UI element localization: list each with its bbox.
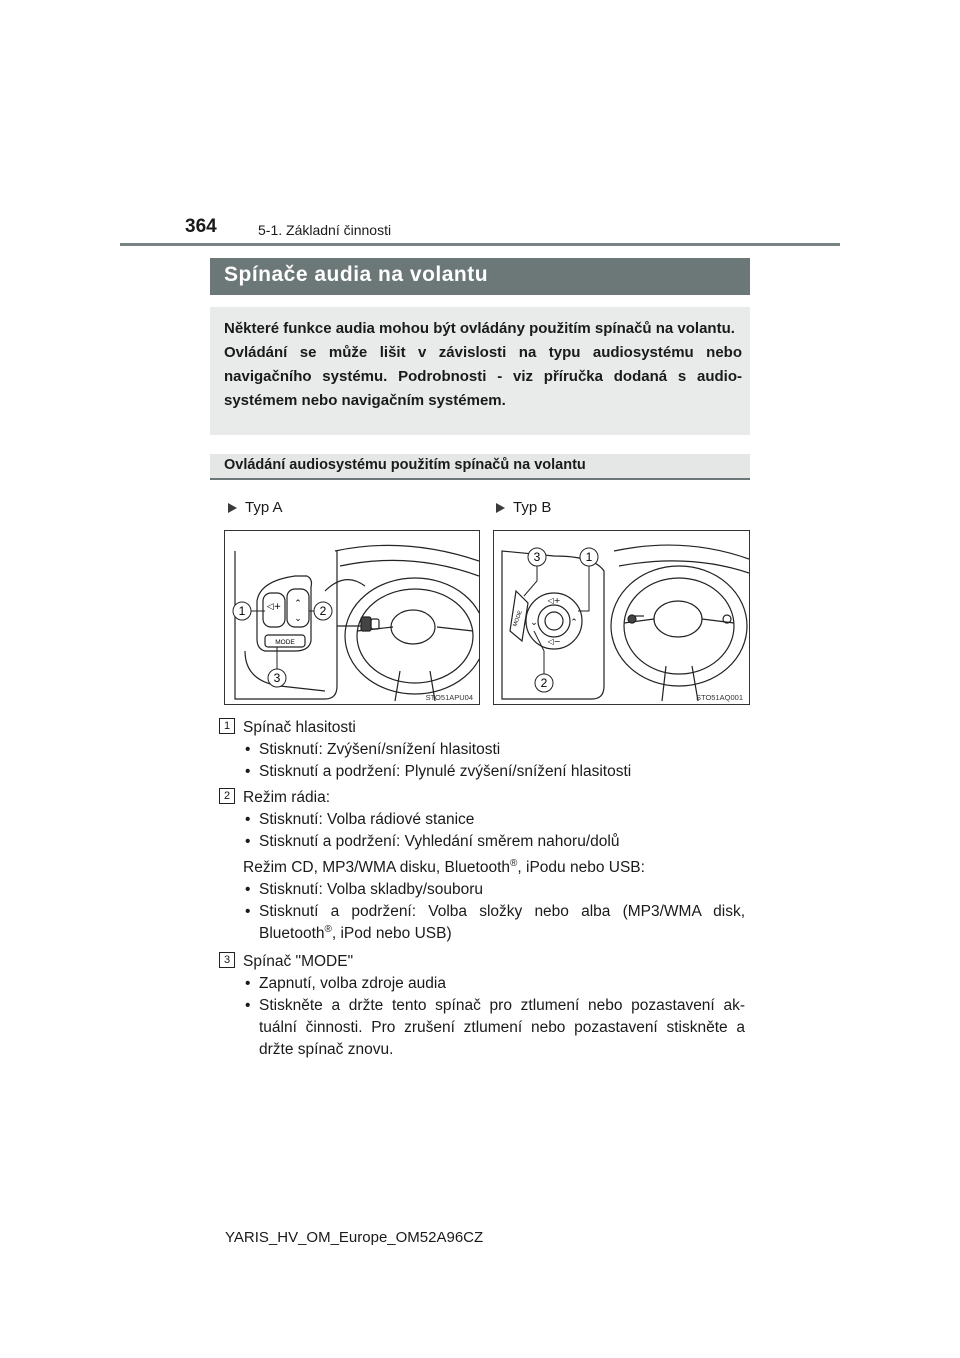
callout-2-a-text: 2 — [319, 604, 327, 618]
volume-up-icon: ◁+ — [266, 602, 282, 612]
figure-code-b: STO51AQ001 — [696, 693, 743, 702]
bullet-text: Stisknutí: Volba rádiové stanice — [259, 811, 475, 828]
triangle-marker-icon — [228, 503, 237, 513]
item-2-title: Režim rádia: — [243, 789, 330, 806]
bullet-text: Stisknutí a podržení: Plynulé zvýšení/snížení hlasitosti — [259, 763, 632, 780]
subheading: Ovládání audiosystému použitím spínačů na volantu — [210, 454, 750, 480]
subtitle-pre: Režim CD, MP3/WMA disku, Bluetooth — [243, 859, 511, 876]
bullet-text: Stisknutí a podržení: Vyhledání směrem nahoru/dolů — [259, 833, 620, 850]
item-2-bullet-4: • Stisknutí a podržení: Volba složky nebo alba (MP3/WMA disk, Bluetooth®, iPod nebo USB) — [245, 903, 745, 942]
item-3-bullet-2: • Stiskněte a držte tento spínač pro ztlumení nebo pozastavení ak- tuální činnosti. Pro zrušení ztlumení nebo pozastavení stiskněte a držte spínač znovu. — [245, 997, 745, 1058]
intro-box — [210, 307, 750, 435]
callout-3-b-text: 3 — [533, 550, 541, 564]
type-a-text: Typ A — [245, 499, 283, 516]
item-2-subtitle — [243, 857, 645, 879]
item-1-bullet-1: • Stisknutí: Zvýšení/snížení hlasitosti — [245, 741, 501, 758]
item-2-bullet-2: • Stisknutí a podržení: Vyhledání směrem nahoru/dolů — [245, 833, 620, 850]
intro-paragraph-1: Některé funkce audia mohou být ovládány použitím spínačů na volantu. — [224, 320, 735, 337]
callout-3-a-text: 3 — [273, 671, 281, 685]
item-3-bullet-1: • Zapnutí, volba zdroje audia — [245, 975, 446, 992]
callout-1-a-text: 1 — [238, 604, 246, 618]
volume-down-icon: ◁− — [547, 637, 561, 646]
seek-down-icon: ⌄ — [294, 614, 302, 624]
document-footer: YARIS_HV_OM_Europe_OM52A96CZ — [225, 1229, 484, 1246]
bullet-text-pre: Stisknutí a podržení: Volba složky nebo alba (MP3/WMA disk, Bluetooth — [259, 903, 745, 942]
bullet-text: Stiskněte a držte tento spínač pro ztlumení nebo pozastavení ak- tuální činnosti. Pro zrušení ztlumení nebo pozastavení stiskněte a držte spínač znovu. — [259, 997, 745, 1058]
registered-mark: ® — [510, 857, 518, 869]
bullet-text-post: , iPod nebo USB) — [331, 925, 452, 942]
item-2-bullet-1: • Stisknutí: Volba rádiové stanice — [245, 811, 475, 828]
seek-up-icon: ⌃ — [570, 618, 578, 628]
type-a-label — [228, 499, 283, 516]
figure-type-a — [224, 530, 480, 705]
bullet-text: Stisknutí: Volba skladby/souboru — [259, 881, 484, 898]
page-number: 364 — [185, 216, 217, 237]
subtitle-post: , iPodu nebo USB: — [517, 859, 645, 876]
steering-switch-illustration-b — [494, 531, 749, 704]
item-1-bullet-2: • Stisknutí a podržení: Plynulé zvýšení/snížení hlasitosti — [245, 763, 632, 780]
bullet-text: Stisknutí: Zvýšení/snížení hlasitosti — [259, 741, 501, 758]
section-title: Spínače audia na volantu — [210, 258, 750, 295]
seek-down-icon: ⌄ — [530, 618, 538, 628]
mode-button-label: MODE — [512, 609, 524, 628]
volume-up-icon: ◁+ — [547, 596, 561, 605]
steering-switch-illustration-a — [225, 531, 479, 704]
mode-button-label: MODE — [275, 639, 295, 646]
item-3-title: Spínač "MODE" — [243, 953, 354, 970]
registered-mark: ® — [324, 923, 332, 935]
item-number-3: 3 — [219, 952, 235, 968]
section-reference: 5-1. Základní činnosti — [258, 222, 392, 238]
figure-type-b — [493, 530, 750, 705]
triangle-marker-icon — [496, 503, 505, 513]
intro-paragraph-2: Ovládání se může lišit v závislosti na typu audiosystému nebo navigačního systému. Podrobnosti - viz příručka dodaná s audio- systémem nebo navigačním systémem. — [224, 344, 742, 409]
type-b-label — [496, 499, 551, 516]
callout-2-b-text: 2 — [540, 676, 548, 690]
item-number-1: 1 — [219, 718, 235, 734]
header-divider — [120, 243, 840, 246]
type-b-text: Typ B — [513, 499, 552, 516]
item-number-2: 2 — [219, 788, 235, 804]
seek-up-icon: ⌃ — [294, 599, 302, 609]
bullet-text: Zapnutí, volba zdroje audia — [259, 975, 446, 992]
figure-code-a: STO51APU04 — [425, 693, 473, 702]
item-2-bullet-3: • Stisknutí: Volba skladby/souboru — [245, 881, 484, 898]
item-1-title: Spínač hlasitosti — [243, 719, 356, 736]
callout-1-b-text: 1 — [585, 550, 593, 564]
